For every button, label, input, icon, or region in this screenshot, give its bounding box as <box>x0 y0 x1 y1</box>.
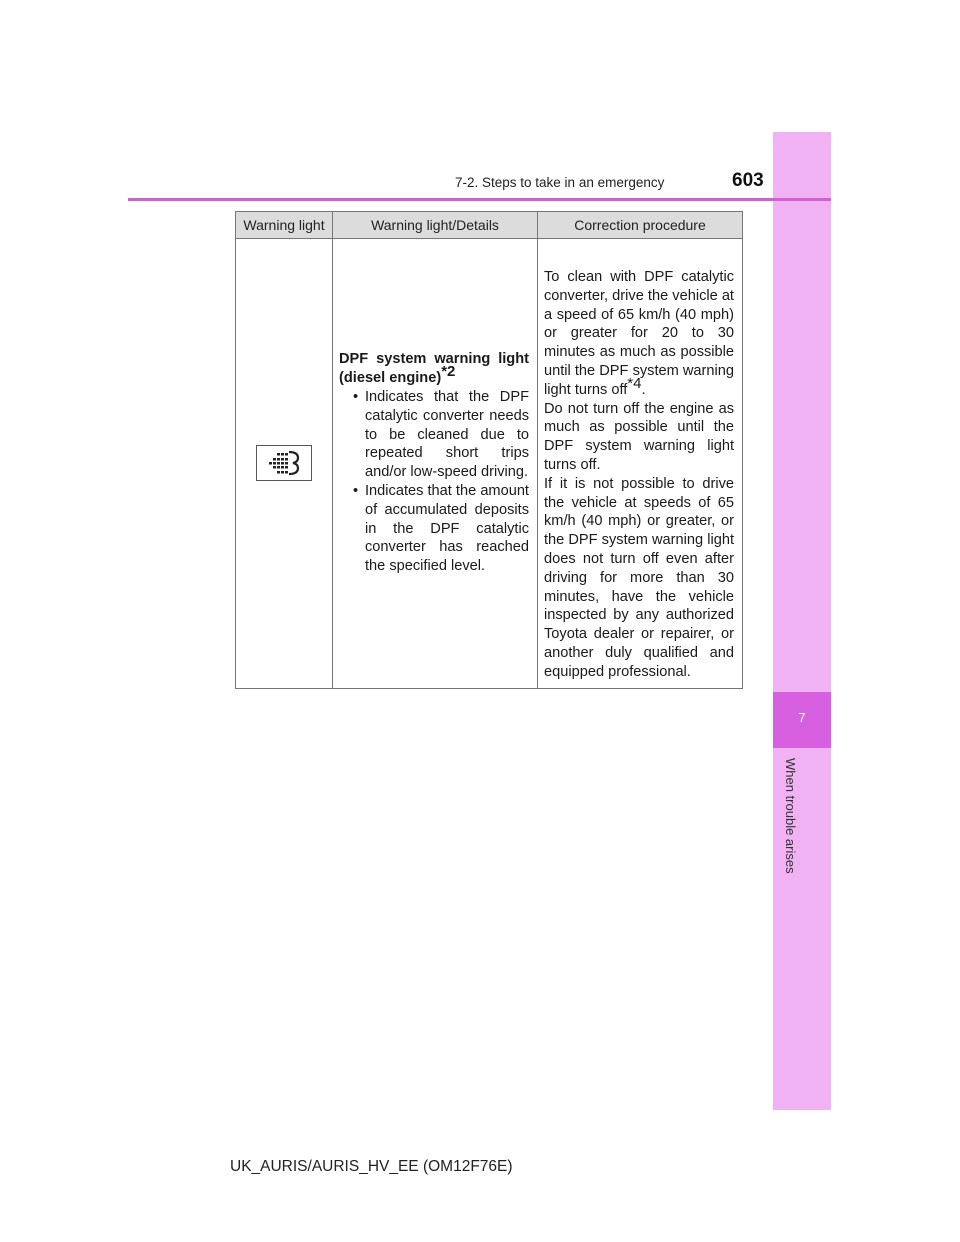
column-header-details: Warning light/Details <box>333 212 538 239</box>
warning-light-subtitle-text: (diesel engine) <box>339 370 442 387</box>
section-title: 7-2. Steps to take in an emergency <box>455 175 665 190</box>
warning-light-name: DPF system warning light <box>339 351 529 368</box>
footer-model-code: UK_AURIS/AURIS_HV_EE (OM12F76E) <box>230 1158 513 1175</box>
chapter-title: When trouble arises <box>783 758 798 874</box>
warning-light-table <box>235 211 743 689</box>
side-tab <box>773 132 831 1110</box>
procedure-text: To clean with DPF catalytic converter, drive the vehicle at a speed of 65 km/h (40 mph) or greater for 20 to 30 minutes as much as possible until the DPF system warning light turns off <box>544 269 734 398</box>
details-cell <box>333 239 538 689</box>
procedure-punctuation: . <box>641 381 646 398</box>
warning-light-subtitle <box>339 363 529 388</box>
correction-procedure-cell <box>538 239 743 689</box>
footnote-ref: *4 <box>627 374 642 392</box>
procedure-paragraph: Do not turn off the engine as much as possible until the DPF system warning light turns off. <box>544 400 734 473</box>
column-header-correction: Correction procedure <box>538 212 743 239</box>
table-row <box>236 239 743 689</box>
dpf-warning-light-icon <box>256 445 312 481</box>
warning-light-cell <box>236 239 333 689</box>
chapter-number: 7 <box>798 710 806 725</box>
header-rule <box>128 198 831 201</box>
table-header-row <box>236 212 743 239</box>
page-number: 603 <box>732 170 764 191</box>
details-list <box>339 388 529 576</box>
column-header-warning-light: Warning light <box>236 212 333 239</box>
footnote-ref: *2 <box>441 363 456 381</box>
list-item: • Indicates that the amount of accumulated deposits in the DPF catalytic converter has reached the specified level. <box>339 482 529 576</box>
procedure-paragraph: If it is not possible to drive the vehicle at speeds of 65 km/h (40 mph) or greater, or the DPF system warning light does not turn off even after driving for more than 30 minutes, have the vehicle inspected by any authorized Toyota dealer or repairer, or another duly qualified and equipped professional. <box>544 475 734 680</box>
list-item: • Indicates that the DPF catalytic converter needs to be cleaned due to repeated short trips and/or low-speed driving. <box>339 388 529 482</box>
procedure-paragraph <box>544 268 734 400</box>
